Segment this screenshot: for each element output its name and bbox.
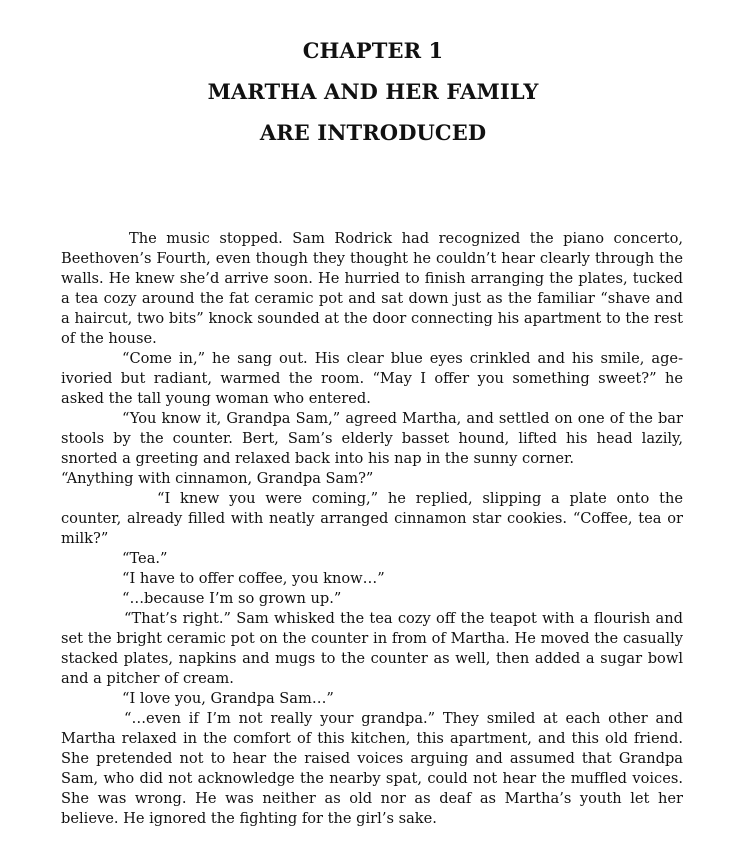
paragraph: “Come in,” he sang out. His clear blue eyes crinkled and his smile, age-ivoried but radiant, warmed the room. “May I offer you something sweet?” he asked the tall young woman who entered. — [61, 350, 683, 407]
paragraph: “I have to offer coffee, you know…” — [122, 570, 385, 587]
paragraph: “I love you, Grandpa Sam…” — [122, 690, 334, 707]
paragraph: “I knew you were coming,” he replied, slipping a plate onto the counter, already filled with neatly arranged cinnamon star cookies. “Coffee, tea or milk?” — [61, 490, 683, 547]
paragraph: “That’s right.” Sam whisked the tea cozy off the teapot with a flourish and set the bright ceramic pot on the counter in from of Martha. He moved the casually stacked plates, napkins and mugs to the counter as well, then added a sugar bowl and a pitcher of cream. — [61, 610, 683, 687]
chapter-heading — [0, 30, 746, 153]
paragraph: “Tea.” — [122, 550, 168, 567]
paragraph: “You know it, Grandpa Sam,” agreed Martha, and settled on one of the bar stools by the counter. Bert, Sam’s elderly basset hound, lifted his head lazily, snorted a greeting and relaxed back into his nap in the sunny corner. — [61, 410, 683, 467]
paragraph: The music stopped. Sam Rodrick had recognized the piano concerto, Beethoven’s Fourth, even though they thought he couldn’t hear clearly through the walls. He knew she’d arrive soon. He hurried to finish arranging the plates, tucked a tea cozy around the fat ceramic pot and sat down just as the familiar “shave and a haircut, two bits” knock sounded at the door connecting his apartment to the rest of the house. — [61, 230, 683, 347]
paragraph: “…even if I’m not really your grandpa.” They smiled at each other and Martha relaxed in the comfort of this kitchen, this apartment, and this old friend. She pretended not to hear the raised voices arguing and assumed that Grandpa Sam, who did not acknowledge the nearby spat, could not hear the muffled voices. She was wrong. He was neither as old nor as deaf as Martha’s youth let her believe. He ignored the fighting for the girl’s sake. — [61, 710, 683, 827]
chapter-title-line-1: MARTHA AND HER FAMILY — [207, 79, 539, 104]
paragraph: “…because I’m so grown up.” — [122, 590, 342, 607]
paragraph: “Anything with cinnamon, Grandpa Sam?” — [61, 470, 374, 487]
chapter-body — [61, 229, 683, 829]
chapter-title-line-2: ARE INTRODUCED — [259, 120, 487, 145]
chapter-number: CHAPTER 1 — [302, 38, 444, 63]
